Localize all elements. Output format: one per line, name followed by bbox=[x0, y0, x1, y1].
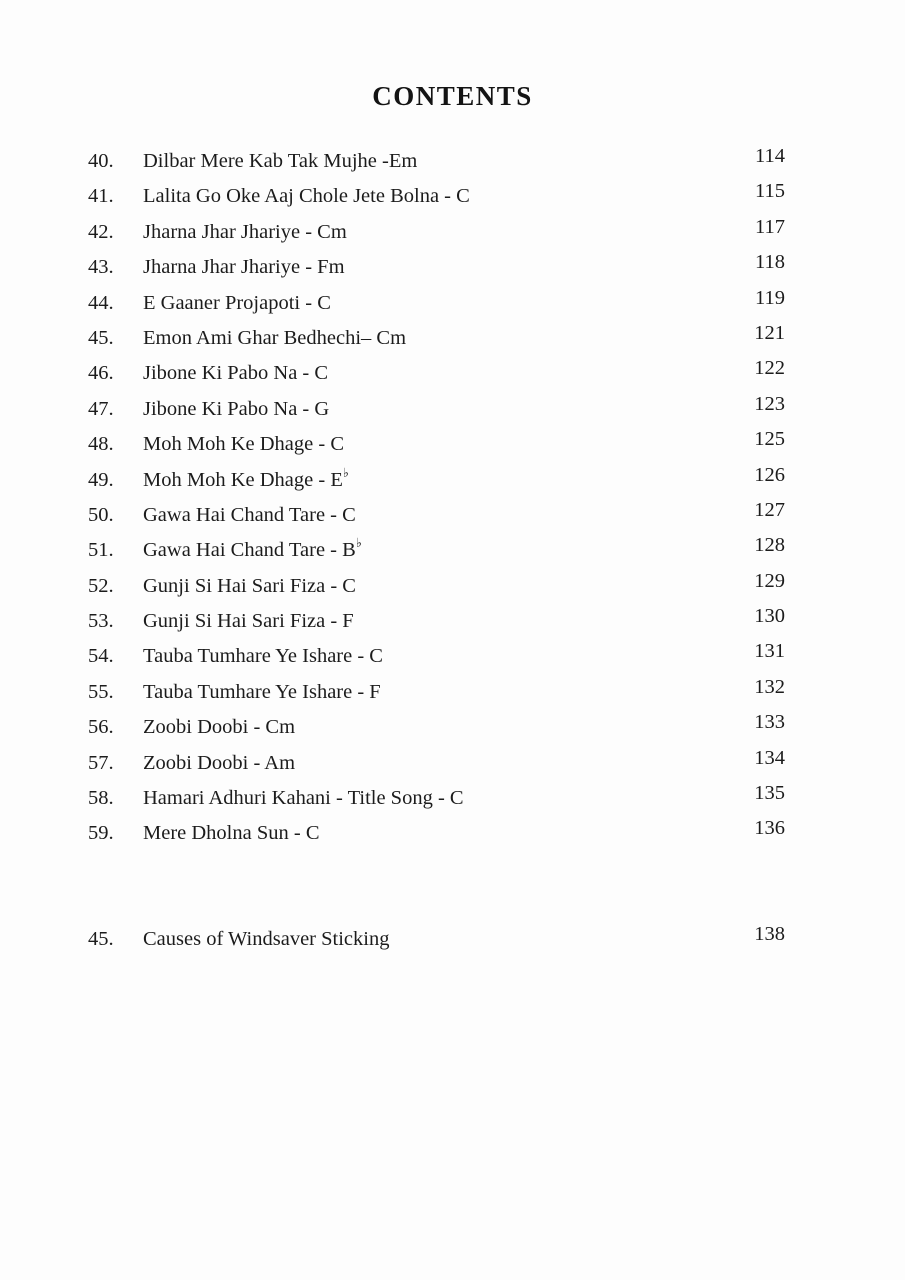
toc-entry bbox=[88, 392, 785, 427]
entry-page: 133 bbox=[754, 711, 785, 734]
toc-entry bbox=[88, 463, 785, 498]
entry-number: 56. bbox=[88, 716, 114, 739]
toc-entry bbox=[88, 816, 785, 851]
entry-page: 131 bbox=[754, 640, 785, 663]
toc-entry bbox=[88, 356, 785, 391]
entry-page: 125 bbox=[754, 428, 785, 451]
toc-entry bbox=[88, 250, 785, 285]
entry-title: Zoobi Doobi - Am bbox=[143, 751, 296, 774]
entry-page: 115 bbox=[755, 180, 785, 203]
toc-extra-list bbox=[88, 922, 785, 957]
entry-title: Tauba Tumhare Ye Ishare - F bbox=[143, 680, 381, 703]
entry-title: E Gaaner Projapoti - C bbox=[143, 291, 331, 314]
entry-number: 47. bbox=[88, 397, 114, 420]
entry-page: 128 bbox=[754, 534, 785, 557]
entry-page: 121 bbox=[754, 321, 785, 344]
entry-title: Jibone Ki Pabo Na - G bbox=[143, 397, 330, 420]
entry-number: 59. bbox=[88, 822, 114, 845]
entry-title: Dilbar Mere Kab Tak Mujhe -Em bbox=[143, 150, 418, 172]
entry-number: 41. bbox=[88, 185, 114, 208]
entry-page: 130 bbox=[754, 605, 785, 628]
toc-entry bbox=[88, 498, 785, 533]
entry-number: 52. bbox=[88, 574, 114, 597]
entry-title: Tauba Tumhare Ye Ishare - C bbox=[143, 645, 383, 668]
entry-page: 126 bbox=[754, 463, 785, 486]
toc-entry bbox=[88, 639, 785, 674]
entry-number: 53. bbox=[88, 610, 114, 633]
entry-number: 55. bbox=[88, 680, 114, 703]
entry-number: 51. bbox=[88, 539, 114, 562]
entry-number: 57. bbox=[88, 751, 114, 774]
entry-number: 50. bbox=[88, 503, 114, 526]
entry-title: Jharna Jhar Jhariye - Cm bbox=[143, 220, 347, 243]
flat-symbol: ♭ bbox=[355, 536, 362, 551]
toc-entry bbox=[88, 922, 785, 957]
entry-number: 45. bbox=[88, 927, 114, 950]
entry-title: Zoobi Doobi - Cm bbox=[143, 716, 296, 739]
toc-entry bbox=[88, 144, 785, 179]
toc-entry bbox=[88, 781, 785, 816]
entry-number: 49. bbox=[88, 468, 114, 491]
toc-entry bbox=[88, 569, 785, 604]
entry-number: 46. bbox=[88, 362, 114, 385]
entry-page: 114 bbox=[755, 145, 785, 167]
entry-number: 58. bbox=[88, 787, 114, 810]
entry-page: 123 bbox=[754, 392, 785, 415]
toc-entry bbox=[88, 675, 785, 710]
toc-entry bbox=[88, 746, 785, 781]
entry-title: Hamari Adhuri Kahani - Title Song - C bbox=[143, 787, 464, 810]
entry-number: 40. bbox=[88, 150, 114, 172]
entry-title: Moh Moh Ke Dhage - E♭ bbox=[143, 465, 349, 491]
entry-number: 42. bbox=[88, 220, 114, 243]
entry-page: 138 bbox=[754, 922, 785, 945]
entry-page: 132 bbox=[754, 675, 785, 698]
toc-entry bbox=[88, 604, 785, 639]
toc-entry bbox=[88, 533, 785, 568]
entry-page: 135 bbox=[754, 782, 785, 805]
toc-entry bbox=[88, 179, 785, 214]
entry-title: Causes of Windsaver Sticking bbox=[143, 927, 390, 950]
entry-number: 54. bbox=[88, 645, 114, 668]
toc-entry bbox=[88, 321, 785, 356]
entry-page: 136 bbox=[754, 817, 785, 840]
entry-number: 48. bbox=[88, 433, 114, 456]
entry-page: 118 bbox=[755, 251, 785, 274]
toc-entry bbox=[88, 215, 785, 250]
entry-title: Lalita Go Oke Aaj Chole Jete Bolna - C bbox=[143, 185, 470, 208]
toc-entry bbox=[88, 427, 785, 462]
toc-entry bbox=[88, 286, 785, 321]
entry-title: Jharna Jhar Jhariye - Fm bbox=[143, 256, 345, 279]
entry-number: 43. bbox=[88, 256, 114, 279]
flat-symbol: ♭ bbox=[342, 465, 349, 480]
entry-page: 127 bbox=[754, 498, 785, 521]
entry-page: 119 bbox=[755, 286, 785, 309]
entry-title: Gunji Si Hai Sari Fiza - C bbox=[143, 574, 356, 597]
toc-list bbox=[88, 144, 785, 852]
entry-title: Gawa Hai Chand Tare - C bbox=[143, 503, 356, 526]
entry-page: 129 bbox=[754, 569, 785, 592]
entry-title: Moh Moh Ke Dhage - C bbox=[143, 433, 344, 456]
entry-number: 44. bbox=[88, 291, 114, 314]
entry-title: Jibone Ki Pabo Na - C bbox=[143, 362, 329, 385]
toc-entry bbox=[88, 710, 785, 745]
entry-title: Gunji Si Hai Sari Fiza - F bbox=[143, 610, 354, 633]
entry-title: Gawa Hai Chand Tare - B♭ bbox=[143, 536, 362, 562]
entry-title: Emon Ami Ghar Bedhechi– Cm bbox=[143, 326, 407, 349]
entry-page: 122 bbox=[754, 357, 785, 380]
entry-page: 117 bbox=[755, 215, 785, 238]
entry-number: 45. bbox=[88, 326, 114, 349]
entry-title: Mere Dholna Sun - C bbox=[143, 822, 320, 845]
entry-page: 134 bbox=[754, 746, 785, 769]
page-title: CONTENTS bbox=[372, 81, 533, 111]
